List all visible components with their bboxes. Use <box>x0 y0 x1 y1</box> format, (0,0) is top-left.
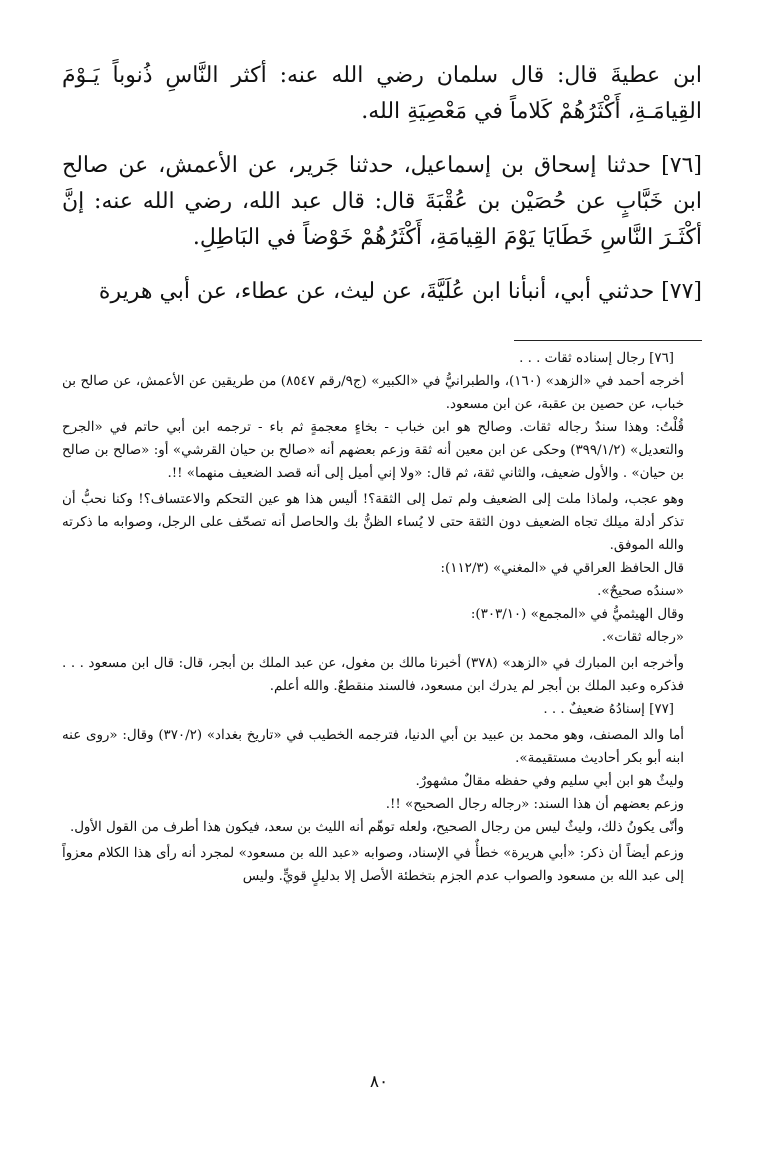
page-number: ٨٠ <box>369 1072 389 1092</box>
footnote-text: أخرجه أحمد في «الزهد» (١٦٠)، والطبرانيُّ في «الكبير» (ج٩/رقم ٨٥٤٧) من طريقين عن الأعمش، عن صالح بن خباب، عن حصين بن عقبة، عن ابن مسعود. <box>62 374 685 412</box>
footnote-text: وقال الهيثميُّ في «المجمع» (٣٠٣/١٠): <box>470 607 684 622</box>
footnote-text: قال الحافظ العراقي في «المغني» (١١٢/٣): <box>440 561 684 576</box>
footnote-quote: «سندُه صحيحٌ». <box>597 584 684 599</box>
main-paragraph-76: [٧٦] حدثنا إسحاق بن إسماعيل، حدثنا جَرير، عن الأعمش، عن صالح ابن خَبَّابٍ عن حُصَيْن بن عُقْبَةَ قال: قال عبد الله، رضي الله عنه: إنَّ أكْثَـرَ النَّاسِ خَطَايَا يَوْمَ القِيامَةِ، أَكْثَرُهُمْ خَوْضاً في البَاطِلِ. <box>62 153 702 250</box>
main-paragraph-77: [٧٧] حدثني أبي، أنبأنا ابن عُلَيَّةَ، عن ليث، عن عطاء، عن أبي هريرة <box>98 279 702 304</box>
footnote-text: وزعم بعضهم أن هذا السند: «رجاله رجال الصحيح» !!. <box>385 797 684 812</box>
footnote-text: وأنّى يكونُ ذلك، وليثٌ ليس من رجال الصحيح، ولعله توهّم أنه الليث بن سعد، فيكون هذا أطرف من القول الأول. <box>69 820 684 835</box>
footnote-76-heading: [٧٦] رجال إسناده ثقات . . . <box>519 351 674 366</box>
book-page <box>62 58 702 888</box>
main-paragraph-1: ابن عطيةَ قال: قال سلمان رضي الله عنه: أكثر النَّاسِ ذُنوباً يَـوْمَ القِيامَـةِ، أَكْثَرُهُمْ كَلاماً في مَعْصِيَةِ الله. <box>62 63 702 124</box>
footnote-text: وهو عجب، ولماذا ملت إلى الضعيف ولم تمل إلى الثقة؟! أليس هذا هو عين التحكم والاعتساف؟! وكنا نحبُّ أن تذكر أدلة ميلك تجاه الضعيف دون الثقة حتى لا يُساء الظنُّ بك والحاصل أنه تصحّف على الرجل، وصوابه ما ذكرته والله الموفق. <box>62 492 684 553</box>
footnote-text: وأخرجه ابن المبارك في «الزهد» (٣٧٨) أخبرنا مالك بن مغول، عن عبد الملك بن أبجر، قال: قال ابن مسعود . . . فذكره وعبد الملك بن أبجر لم يدرك ابن مسعود، فالسند منقطعٌ. والله أعلم. <box>62 656 684 694</box>
footnotes <box>62 347 702 888</box>
footnote-quote: «رجاله ثقات». <box>601 630 684 645</box>
footnote-77-heading: [٧٧] إسنادُهُ ضعيفٌ . . . <box>543 702 674 717</box>
footnote-text: وزعم أيضاً أن ذكر: «أبي هريرة» خطأٌ في الإسناد، وصوابه «عبد الله بن مسعود» لمجرد أنه رأى هذا الكلام معزواً إلى عبد الله بن مسعود والصواب عدم الجزم بتخطئة الأصل إلا بدليلٍ قويٍّ. وليس <box>62 846 684 884</box>
footnote-text: وليثٌ هو ابن أبي سليم وفي حفظه مقالٌ مشهورٌ. <box>415 774 684 789</box>
footnote-text: أما والد المصنف، وهو محمد بن عبيد بن أبي الدنيا، فترجمه الخطيب في «تاريخ بغداد» (٣٧٠/٢) وقال: «روى عنه ابنه أبو بكر أحاديث مستقيمة». <box>62 728 684 766</box>
main-text <box>62 58 702 310</box>
footnote-text: قُلْتُ: وهذا سندٌ رجاله ثقات. وصالح هو ابن خباب - بخاءٍ معجمةٍ ثم باء - ترجمه ابن أبي حاتم في «الجرح والتعديل» (٣٩٩/١/٢) وحكى عن ابن معين أنه ثقة وزعم بعضهم أنه «صالح بن حيان القرشي» أو: «صالح بن صالح بن حيان» . والأول ضعيف، والثاني ثقة، ثم قال: «ولا إني أميل إلى أنه قصد الضعيف منهما» !!. <box>62 420 684 481</box>
footnote-separator <box>514 340 702 341</box>
